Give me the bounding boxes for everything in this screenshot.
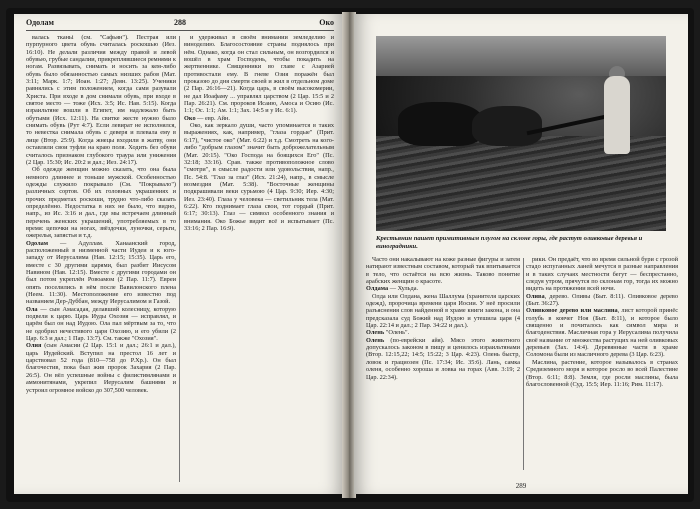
paragraph: Часто они накалывают на коже разные фигуры и затем натирают известным составом, который так впитывается в тело, что остаётся на всю жизнь. Таково понятие арабских женщин о красоте. (366, 256, 520, 286)
entry-headword: Око (184, 114, 196, 122)
dictionary-entry: Олень (по-еврейски айя). Мясо этого животного допускалось законом в пищу и ценилось израильтянами (Втор. 12:15,22; 14:5; 15:22; 3 Цар. 4:23). Олень быстр, ловок и грациозен (Пс. 17:34; Ис. 35:6). Лань, самка оленя, особенно хороша и ловка на горах (Авв. 3:19; 2 Цар. 22:34). (366, 336, 520, 381)
column-divider (179, 36, 180, 482)
dictionary-entry: Одолам — Адуллам. Ханаанский город, расположенный в низменной части Иудеи и к юго-западу от Иерусалима (Нав. 12:15; 15:35). Царь его, вместе с 30 другими царями, был разбит Иисусом Навином (Нав. 12:15). Вместе с другими городами он был потом укреплён Ровоамом (2 Пар. 11:7). Евреи опять поселились в нём после Вавилонского плена (Неем. 11:30). Местоположение его известно под названием Дер-Дуббан, между Иерусалимом и Газой. (26, 239, 176, 306)
paragraph: рики. Он предаёт, что во время сильной бури с грозой стадо испуганных ланей мечутся в разные направления и в таких случаях местности бегут — беспрестанно, следуя утром, прячутся по склонам гор, тогда их можно видеть на протяжении всей ночи. (526, 256, 678, 293)
dictionary-entry: Олия (сын Амасии (2 Цар. 15:1 и дал.; 26:1 и дал.), царь Иудейский. Вступил на престол 16 лет и царствовал 52 года (810—758 до Р.Хр.). Он был благочестив, пока был жив пророк Захария (2 Пар. 26:5). Он вёл успешные войны с филистимлянами и аммонитянами, укрепил Иерусалим башнями и устроил огромное войско до 307,500 человек. (26, 342, 176, 394)
paragraph: Око, как зеркало души, часто упоминается в таких выражениях, как, например, "глаза гордые" (Прит. 6:17), "чистое око" (Мат. 6:22) и т.д. Смотреть на кого-либо "добрым глазом" значит быть доброжелательным (Мат. 20:15). "Око Господа на боящихся Его" (Пс. 32:18; 33:16). Срав. также противоположное слово "смотри", в смысле радости или удовольствия, напр., Пс. 54:8. "Глаз за глаз" (Исх. 21:24), напр., в смысле возмездия (Мат. 5:38). "Восточные женщины подкрашивали веки сурьмою (4 Цар. 9:30; Иер. 4:30; Иез. 23:40). Глаза у человека — светильник тела (Мат. 6:22). Кто поднимает глаза свои, тот гордый (Прит. 6:17; 30:13). Глаз — символ особенного знания и внимания. Око Божье видит всё и испытывает (Пс. 33:16; 2 Пар. 16:9). (184, 122, 334, 232)
entry-headword: Олень (366, 336, 385, 344)
open-book (6, 8, 694, 502)
entry-headword: Олива (526, 292, 545, 300)
right-page (354, 14, 688, 494)
right-column-2 (526, 256, 678, 474)
page-number-right: 289 (515, 482, 527, 490)
left-column-1 (26, 34, 176, 486)
paragraph: Маслина, растение, которое называлось в странах Средиземного моря и которое росло во всей Палестине (Втор. 6:11; 8:8). Земля, где росли маслины, была благословенной (Суд. 15:5; Иер. 11:16; Рим. 11:17). (526, 358, 678, 388)
dictionary-entry: Олень "Олень". (366, 329, 410, 337)
dictionary-entry: Око — евр. Айн. (184, 114, 230, 122)
running-head-left (26, 18, 334, 31)
column-divider (523, 258, 524, 470)
entry-headword: Олдама (366, 285, 389, 293)
entry-headword: Олень (366, 329, 385, 337)
entry-headword: Оливковое дерево или маслина (526, 307, 618, 315)
plowing-photo (376, 36, 666, 231)
page-number-left: 288 (174, 18, 186, 27)
photo-caption: Крестьянин пашет примитивным плугом на склоне горы, где растут оливковые деревья и виноградники. (376, 235, 643, 250)
left-column-2 (184, 34, 334, 486)
entry-headword: Олия (26, 342, 42, 350)
header-left-word: Одолам (26, 18, 54, 27)
dictionary-entry: Олдама — Хульда. (366, 285, 419, 293)
dictionary-entry: Ола — сын Амасадая, делавший колесницу, которую подвели к царю. Царь Иуды Охозия — исправлял, и царём был он над Иудою. Ола пал мёртвым за то, что не одобрил нечестивого царя Охозию, и его убили (2 Цар. 6:3 и дал.; 1 Пар. 13:7). См. также "Охозия". (26, 305, 176, 343)
dictionary-entry: Олива, дерево. Оливы (Быт. 8:11). Оливковое дерево (Быт. 36:27). (526, 292, 678, 308)
paragraph: валась тканьi (см. "Сафьян"). Пестрая или пурпурного цвета обувь считалась роскошью (Иез. 16:10). Не делали различия между правой и левой обувью, грубые сандалии, прикреплявшиеся ремнями к ногам. Развязывать, снимать и носить за кем-либо обувь было обязанностью самых низших рабов (Мат. 3:11; Марк. 1:7; Иоан. 1:27; Деян. 13:25). Ученики равнялись с этим положением, когда сами разували Христа. При входе в дом снимали обувь, при входе в святое место — тоже (Исх. 3:5; Ис. Нав. 5:15). Когда израильтяне вошли в Египет, им надлежало быть обутыми (Исх. 12:11). На свитке жесте нужно было снимать обувь (Рут 4:7). Если левират не исполнялся, то невестка снимала обувь с деверя и плевала ему в лице (Втор. 25:9). Когда жнецы входили в жатву, они оставляли свои туфли на краю поля. Ходить без обуви считалось признаком глубокого траура или унижения (2 Цар. 15:30; Ис. 20:2 и дал.; Иез. 24:17). (26, 34, 176, 166)
entry-headword: Одолам (26, 239, 49, 247)
right-column-1 (366, 256, 520, 474)
left-page (14, 14, 344, 494)
paragraph: Олда или Олдана, жена Шаллума (хранителя царских одежд), пророчица времени царя Иосии. У неё просили разъяснения слов найденной в храме книги закона, и она предсказала суд Божий над Иудою и утешила царя (4 Цар. 22:14 и дал.; 2 Пар. 34:22 и дал.). (366, 292, 520, 330)
dictionary-entry: Оливковое дерево или маслина, лист которой принёс голубь в ковчег Ноя (Быт. 8:11), и которое было священно и почиталось как символ мира и благоденствия. Масличная гора у Иерусалима получила своё название от множества растущих на ней оливковых деревьев (Зах. 14:4). Деревянные части в храме Соломона были из масличного дерева (3 Цар. 6:23). (526, 307, 678, 359)
entry-headword: Ола (26, 305, 38, 313)
header-right-word: Око (319, 18, 334, 27)
paragraph: и удерживал в своём внимании земледелию и виноделию. Благосостояние страны поднялось при нём. Однако, когда он стал сильным, он возгордился и вошёл в храм Господень, чтобы покадить на жертвеннике. Священники во главе с Азарией противостали ему. В гневе Озия поражён был проказою до дня смерти своей и жил в отдельном доме (2 Пар. 26:16—21). Когда царь, в своём высокомерии, не дал Иоафаму ... управлял царством (2 Цар. 15:5 и 2 Пар. 26:21). См. пророков Исаию, Амоса и Осию (Ис. 1:1; Ос. 1:1; Ам. 1:1; Зах. 14:5 и у Ис. 6:1). (184, 34, 334, 115)
paragraph: Об одежде женщин можно сказать, что она была немного длиннее и тоньше мужской. Особенностью одежды служило покрывало (См. "Покрывало") различных сортов. Об их головных украшениях и прочих предметах роскоши, трудно что-либо сказать определённо. Недостатка в них не было, что видно, напр., из Ис. 3:16 и дал., где мы встречаем длинный перечень женских украшений, употребляемых в то время: цепочки на ногах, звёздочки, луночки, серьги, ожерелья, запястья и т.д. (26, 166, 176, 240)
